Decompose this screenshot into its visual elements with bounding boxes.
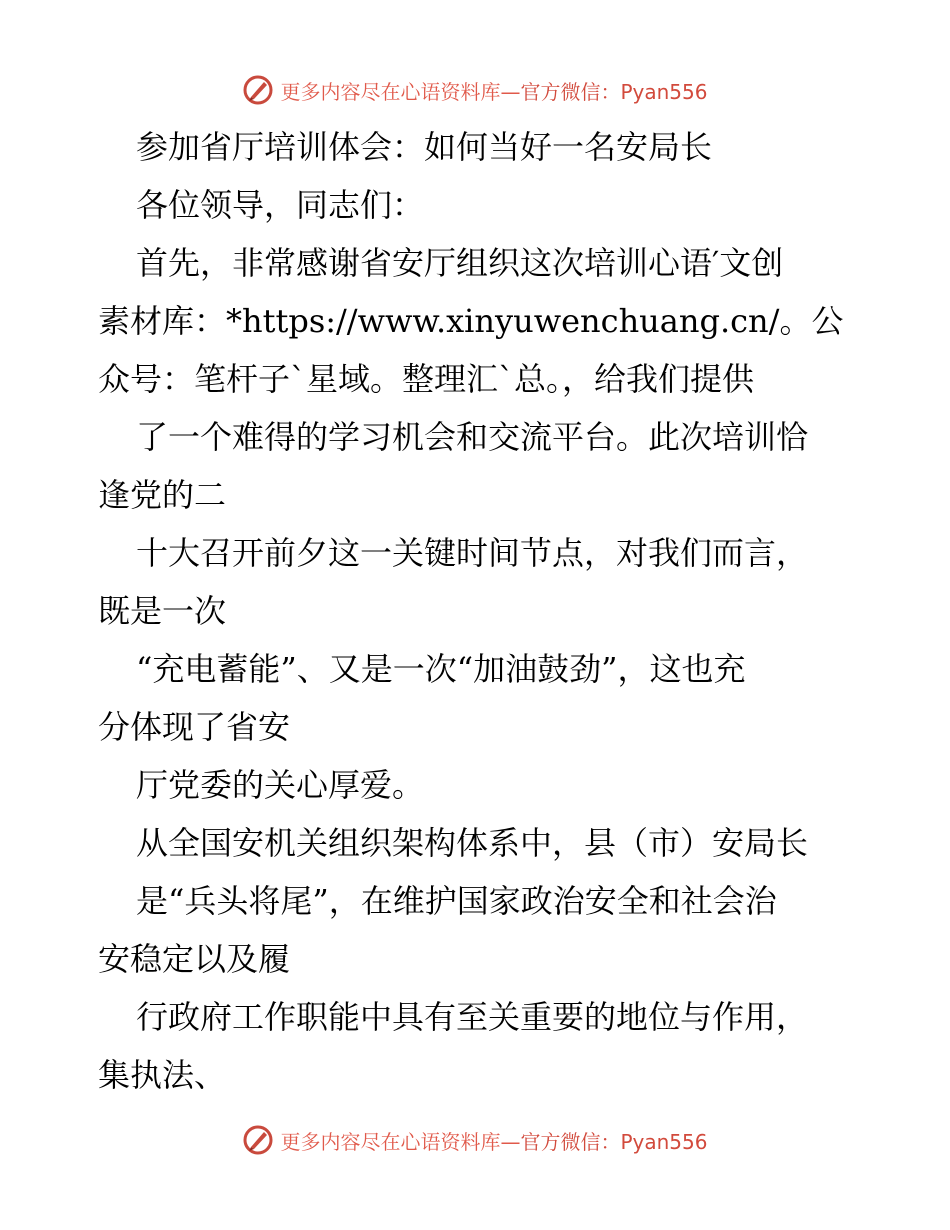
header-banner-separator: — [500,79,521,104]
doc-line: “充电蓄能”、又是一次“加油鼓劲”，这也充 [136,650,746,688]
doc-title: 参加省厅培训体会：如何当好一名安局长 [136,128,713,166]
doc-salutation: 各位领导，同志们： [136,186,425,224]
doc-line: 从全国安机关组织架构体系中，县（市）安局长 [136,824,809,862]
header-banner-wechat: 官方微信：Pyan556 [520,79,708,104]
doc-line: 厅党委的关心厚爱。 [136,766,425,804]
header-watermark-banner [0,70,950,110]
footer-banner-wechat: 官方微信：Pyan556 [520,1129,708,1154]
footer-banner-main: 更多内容尽在心语资料库 [280,1129,501,1154]
footer-banner-separator: — [500,1129,521,1154]
doc-line: 了一个难得的学习机会和交流平台。此次培训恰 [136,418,809,456]
document-body [98,118,858,1104]
header-banner-main: 更多内容尽在心语资料库 [280,79,501,104]
doc-line: 行政府工作职能中具有至关重要的地位与作用， [136,998,809,1036]
doc-line: 既是一次 [98,592,227,630]
pen-logo-icon [242,74,274,106]
pen-logo-icon [242,1124,274,1156]
doc-line: 集执法、 [98,1056,227,1094]
doc-line: 素材库：*https://www.xinyuwenchuang.cn/。公 [98,302,844,340]
doc-line: 众号：笔杆子`星域。整理汇`总。，给我们提供 [98,360,755,398]
doc-line: 安稳定以及履 [98,940,291,978]
doc-line: 分体现了省安 [98,708,291,746]
footer-watermark-banner [0,1120,950,1160]
doc-line: 十大召开前夕这一关键时间节点，对我们而言， [136,534,809,572]
doc-line: 是“兵头将尾”，在维护国家政治安全和社会治 [136,882,777,920]
footer-banner-text [280,1126,707,1155]
doc-line: 逢党的二 [98,476,227,514]
doc-line: 首先，非常感谢省安厅组织这次培训心语′文创 [136,244,784,282]
header-banner-text [280,76,707,105]
